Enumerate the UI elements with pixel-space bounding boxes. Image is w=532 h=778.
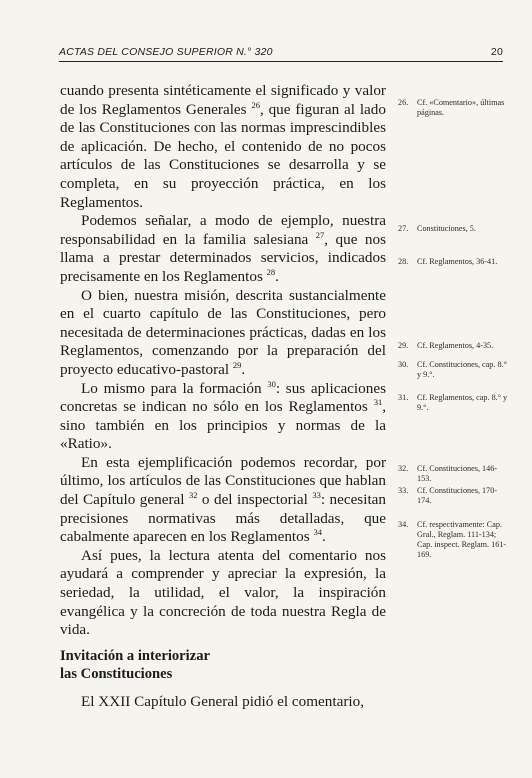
running-header bbox=[59, 43, 503, 62]
paragraph: O bien, nuestra misión, descrita sustancialmente en el cuarto capítulo de las Constituciones, pero necesitada de determinaciones prácticas, dadas en los Reglamentos, comenzando por la preparación del proyecto educativo-pastoral $^{29}$. bbox=[60, 286, 386, 378]
footnote bbox=[398, 341, 510, 351]
footnote-number: 26. bbox=[398, 98, 409, 107]
footnote-text: Cf. «Comentario», últimas páginas. bbox=[417, 98, 505, 117]
footnote-ref: 32 bbox=[188, 490, 198, 501]
footnote-text: Cf. Constituciones, 170-174. bbox=[417, 486, 498, 505]
footnote bbox=[398, 224, 510, 234]
footnote bbox=[398, 486, 510, 506]
paragraph: En esta ejemplificación podemos recordar, por último, los artículos de las Constituciones que hablan del Capítulo general $^{32}$ o del inspectorial $^{33}$: necesitan precisiones normativas más detalladas, que cabalmente aparecen en los Reglamentos $^{34}$. bbox=[60, 453, 386, 546]
footnote-ref: 33 bbox=[312, 490, 321, 501]
main-text bbox=[60, 82, 386, 640]
footnote bbox=[398, 360, 510, 380]
footnote-ref: 28 bbox=[266, 266, 276, 277]
footnote-ref: 31 bbox=[373, 397, 383, 408]
footnote bbox=[398, 98, 510, 118]
footnote bbox=[398, 464, 510, 484]
footnote-ref: 26 bbox=[251, 99, 260, 110]
section-heading-line: Invitación a interiorizar bbox=[60, 648, 210, 664]
paragraph: Podemos señalar, a modo de ejemplo, nuestra responsabilidad en la familia salesiana $^{27}$, que nos llama a prestar determinados servicios, indicados precisamente en los Reglamentos $^{28}$. bbox=[60, 212, 386, 285]
footnote-number: 31. bbox=[398, 393, 409, 402]
footnote-text: Cf. Constituciones, 146-153. bbox=[417, 464, 498, 483]
footnote-number: 30. bbox=[398, 360, 409, 369]
footnote-number: 29. bbox=[398, 341, 409, 350]
footnote bbox=[398, 520, 510, 560]
paragraph: Así pues, la lectura atenta del comentario nos ayudará a comprender y apreciar la expresión, la seriedad, la utilidad, el valor, la inspiración evangélica y la concreción de toda nuestra Regla de vida. bbox=[60, 546, 386, 639]
footnote-ref: 30 bbox=[267, 378, 276, 389]
footnote-ref: 29 bbox=[232, 359, 242, 370]
footnote-text: Cf. Reglamentos, cap. 8.° y 9.°. bbox=[417, 393, 508, 412]
footnote-text: Constituciones, 5. bbox=[417, 224, 476, 233]
paragraph: cuando presenta sintéticamente el significado y valor de los Reglamentos Generales $^{26}$, que figuran al lado de las Constituciones con las normas imprescindibles de aplicación. De hecho, el contenido de no pocos artículos de las Constituciones se desarrolla y se completa, en su proyección práctica, en los Reglamentos. bbox=[60, 82, 386, 211]
footnote-number: 28. bbox=[398, 257, 409, 266]
footnote-ref: 27 bbox=[315, 229, 325, 240]
footnote-number: 32. bbox=[398, 464, 409, 473]
footnote-text: Cf. Reglamentos, 4-35. bbox=[417, 341, 494, 350]
footnote-text: Cf. respectivamente: Cap. Gral., Reglam. 111-134; Cap. inspect. Reglam. 161-169. bbox=[417, 520, 507, 559]
footnote-number: 33. bbox=[398, 486, 409, 495]
footnote-ref: 34 bbox=[313, 527, 322, 538]
footnote bbox=[398, 393, 510, 413]
section-first-line: El XXII Capítulo General pidió el comentario, bbox=[81, 693, 364, 710]
page-number: 20 bbox=[490, 46, 503, 58]
journal-title: ACTAS DEL CONSEJO SUPERIOR N.° 320 bbox=[59, 46, 273, 58]
footnote bbox=[398, 257, 510, 267]
footnote-text: Cf. Constituciones, cap. 8.° y 9.°. bbox=[417, 360, 507, 379]
section-heading bbox=[60, 647, 360, 683]
footnote-text: Cf. Reglamentos, 36-41. bbox=[417, 257, 498, 266]
paragraph: Lo mismo para la formación $^{30}$: sus aplicaciones concretas se indican no sólo en los Reglamentos $^{31}$, sino también en los principios y normas de la «Ratio». bbox=[60, 378, 386, 453]
footnote-number: 27. bbox=[398, 224, 409, 233]
section-heading-line: las Constituciones bbox=[60, 666, 173, 682]
footnote-number: 34. bbox=[398, 520, 409, 529]
